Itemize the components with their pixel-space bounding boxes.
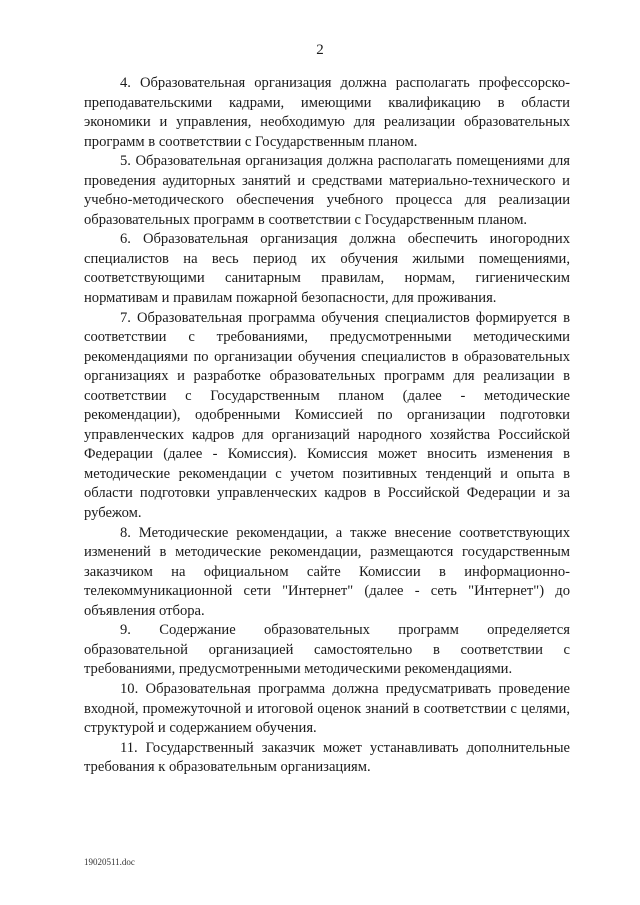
paragraph-7: 7. Образовательная программа обучения специалистов формируется в соответствии с требованиями, предусмотренными методическими рекомендациями по организации обучения специалистов в образовательных организациях и разработке образовательных программ для реализации в соответствии с Государственным планом (далее - методические рекомендации), одобренными Комиссией по организации подготовки управленческих кадров для организаций народного хозяйства Российской Федерации (далее - Комиссия). Комиссия может вносить изменения в методические рекомендации с учетом позитивных тенденций и опыта в области подготовки управленческих кадров в Российской Федерации и за рубежом. bbox=[84, 309, 570, 522]
document-body bbox=[84, 74, 570, 778]
paragraph-11: 11. Государственный заказчик может устанавливать дополнительные требования к образовательным организациям. bbox=[84, 739, 570, 776]
paragraph-5: 5. Образовательная организация должна располагать помещениями для проведения аудиторных занятий и средствами материально-технического и учебно-методического обеспечения учебного процесса для реализации образовательных программ в соответствии с Государственным планом. bbox=[84, 153, 570, 228]
page-number: 2 bbox=[316, 42, 324, 58]
paragraph-9: 9. Содержание образовательных программ определяется образовательной организацией самостоятельно в соответствии с требованиями, предусмотренными методическими рекомендациями. bbox=[84, 622, 570, 678]
footer-filename: 19020511.doc bbox=[84, 857, 135, 867]
paragraph-4: 4. Образовательная организация должна располагать профессорско-преподавательскими кадрами, имеющими квалификацию в области экономики и управления, необходимую для реализации образовательных программ в соответствии с Государственным планом. bbox=[84, 75, 570, 150]
paragraph-10: 10. Образовательная программа должна предусматривать проведение входной, промежуточной и итоговой оценок знаний в соответствии с целями, структурой и содержанием обучения. bbox=[84, 680, 570, 737]
paragraph-8: 8. Методические рекомендации, а также внесение соответствующих изменений в методические рекомендации, размещаются государственным заказчиком на официальном сайте Комиссии в информационно-телекоммуникационной сети "Интернет" (далее - сеть "Интернет") до объявления отбора. bbox=[84, 524, 570, 619]
paragraph-6: 6. Образовательная организация должна обеспечить иногородних специалистов на весь период их обучения жилыми помещениями, соответствующими санитарным правилам, нормам, гигиеническим нормативам и правилам пожарной безопасности, для проживания. bbox=[84, 231, 570, 307]
